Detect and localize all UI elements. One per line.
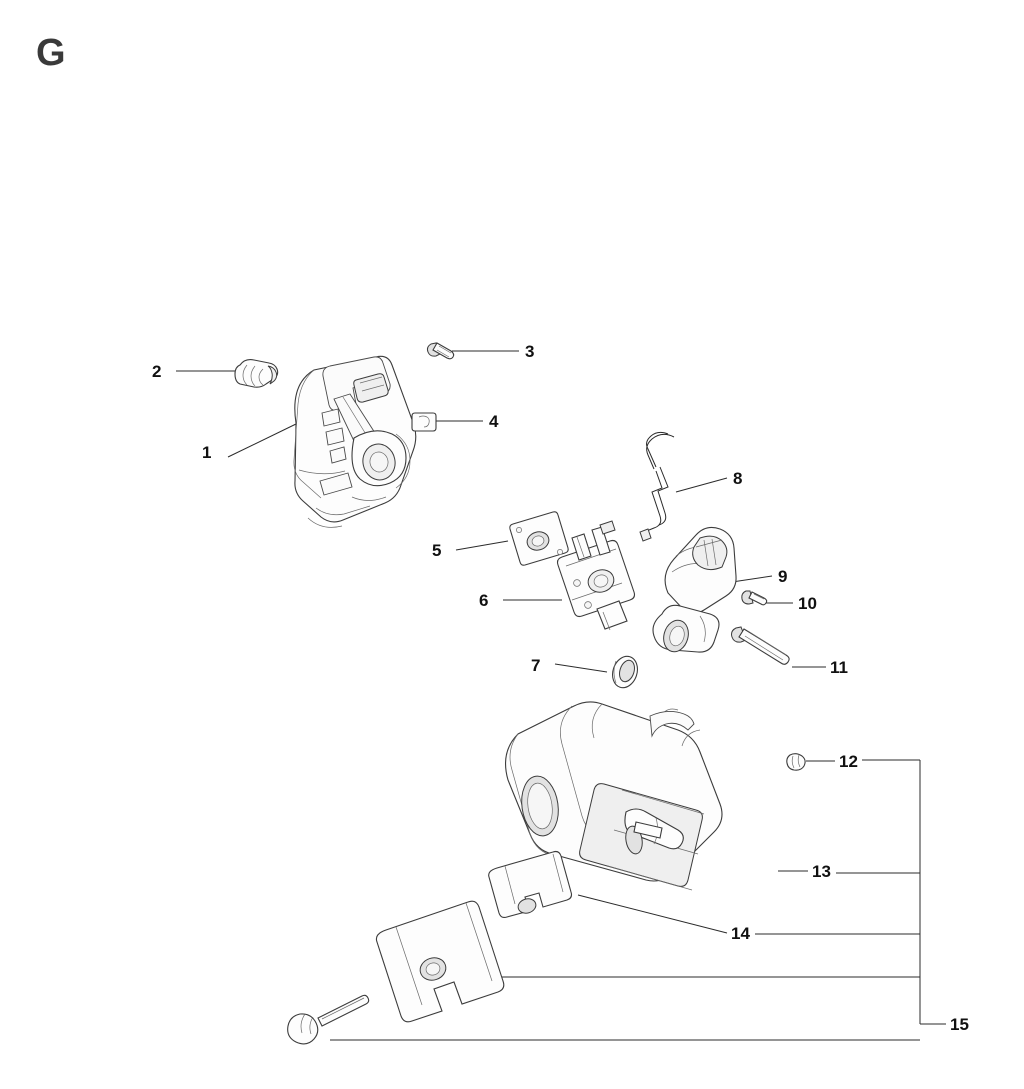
part-intake-manifold <box>653 527 736 654</box>
callout-4: 4 <box>489 412 499 431</box>
part-intake-seal-ring <box>609 653 642 691</box>
part-clip <box>412 413 436 431</box>
callout-6: 6 <box>479 591 489 610</box>
callout-7: 7 <box>531 656 541 675</box>
part-muffler-cover-screw <box>288 995 369 1044</box>
part-choke-knob <box>235 360 278 388</box>
part-throttle-rod <box>640 432 674 541</box>
leader-lines <box>176 351 946 1040</box>
callout-3: 3 <box>525 342 535 361</box>
callout-14: 14 <box>731 924 750 943</box>
part-carburetor-gasket <box>510 512 568 565</box>
callout-5: 5 <box>432 541 442 560</box>
callout-12: 12 <box>839 752 858 771</box>
callout-13: 13 <box>812 862 831 881</box>
part-air-filter-cover <box>294 356 416 527</box>
part-muffler-inner-baffle <box>489 852 572 918</box>
callout-2: 2 <box>152 362 162 381</box>
part-manifold-screw-short <box>742 591 767 605</box>
part-manifold-screw-long <box>732 627 790 664</box>
callout-8: 8 <box>733 469 743 488</box>
callout-10: 10 <box>798 594 817 613</box>
part-muffler-nut <box>787 754 805 770</box>
section-letter: G <box>36 32 66 74</box>
callout-1: 1 <box>202 443 212 462</box>
part-cover-screw <box>427 343 453 359</box>
callout-9: 9 <box>778 567 788 586</box>
part-carburetor <box>558 521 635 630</box>
callout-15: 15 <box>950 1015 969 1034</box>
part-muffler-cover-plate <box>376 901 503 1022</box>
callout-11: 11 <box>830 658 848 677</box>
